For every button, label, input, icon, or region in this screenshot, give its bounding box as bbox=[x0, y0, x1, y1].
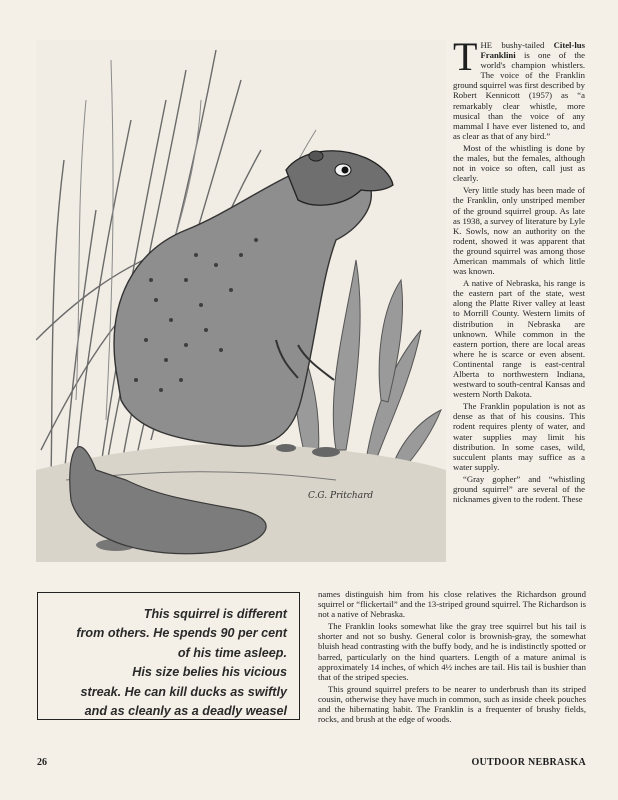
magazine-title: OUTDOOR NEBRASKA bbox=[471, 757, 586, 768]
paragraph: This ground squirrel prefers to be nearer to underbrush than its striped cousin, otherwise they have much in common, such as inside cheek pouches and the hibernating habit. The Franklin is a frequenter of brushy fields, rocks, and brush at the edge of woods. bbox=[318, 683, 586, 725]
squirrel-eye bbox=[342, 167, 349, 174]
species-name: Citel-lus Franklini bbox=[480, 40, 585, 61]
caption-line: and as cleanly as a deadly weasel bbox=[84, 704, 287, 719]
intro-paragraph: THE bushy-tailed Citel-lus Franklini is one of the world's champion whistlers. The voice of the Franklin ground squirrel was first described by Robert Kennicott (1957) as “a remarkably clear whistle, more musical than the voice of any mammal I have ever listened to, and as clear as that of any bird.” bbox=[453, 34, 585, 141]
paragraph: The Franklin population is not as dense as that of his cousins. This rodent requires plenty of water, and water supplies may limit his distribution. In some cases, wild, succulent plants may suffice as a water supply. bbox=[453, 401, 585, 472]
squirrel-illustration bbox=[36, 40, 446, 562]
squirrel-drawing bbox=[36, 40, 446, 562]
rock bbox=[276, 444, 296, 452]
article-continuation bbox=[318, 589, 586, 726]
paragraph: A native of Nebraska, his range is the eastern part of the state, west along the Platte River valley at least to Morrill County. Western limits of distribution in Nebraska are unknown. While common in the eastern portion, there are local areas where he is scarce or even absent. Continental range is east-central Alberta to northwestern Indiana, westward to south-central Kansas and western North Dakota. bbox=[453, 278, 585, 400]
caption-box bbox=[37, 592, 300, 720]
paragraph: The Franklin looks somewhat like the gray tree squirrel but his tail is shorter and not so bushy. General color is brownish-gray, the somewhat bluish head contrasting with the buffy body, and he is indistinctly spotted or barred, particularly on the hind quarters. Length of a mature animal is approximately 14 inches, of which 4½ inches are tail. His tail is bushier than that of the striped species. bbox=[318, 621, 586, 682]
article-column bbox=[453, 34, 585, 506]
page-number: 26 bbox=[37, 757, 47, 768]
paragraph: Very little study has been made of the Franklin, only unstriped member of the ground squirrel group. As late as 1938, a survey of literature by Lyle K. Sowls, now an authority on the rodent, showed it was apparent that the ground squirrel was among those American mammals of which little was known. bbox=[453, 185, 585, 277]
artist-signature: C.G. Pritchard bbox=[308, 491, 374, 501]
caption-line: from others. He spends 90 per cent bbox=[76, 626, 287, 641]
caption-line: of his time asleep. bbox=[177, 645, 287, 660]
caption-line: His size belies his vicious bbox=[132, 665, 287, 680]
drop-cap: T bbox=[453, 34, 478, 79]
paragraph: Most of the whistling is done by the males, but the females, although not in voice so often, call just as clearly. bbox=[453, 142, 585, 184]
rock bbox=[312, 447, 340, 457]
caption-line: streak. He can kill ducks as swiftly bbox=[80, 684, 287, 699]
caption-line: This squirrel is different bbox=[143, 607, 287, 621]
paragraph: names distinguish him from his close relatives the Richardson ground squirrel or “flickertail” and the 13-striped ground squirrel. The Richardson is not a native of Nebraska. bbox=[318, 589, 586, 620]
paragraph: “Gray gopher” and “whistling ground squirrel” are several of the nicknames given to the rodent. These bbox=[453, 473, 585, 505]
squirrel-ear bbox=[309, 151, 323, 161]
